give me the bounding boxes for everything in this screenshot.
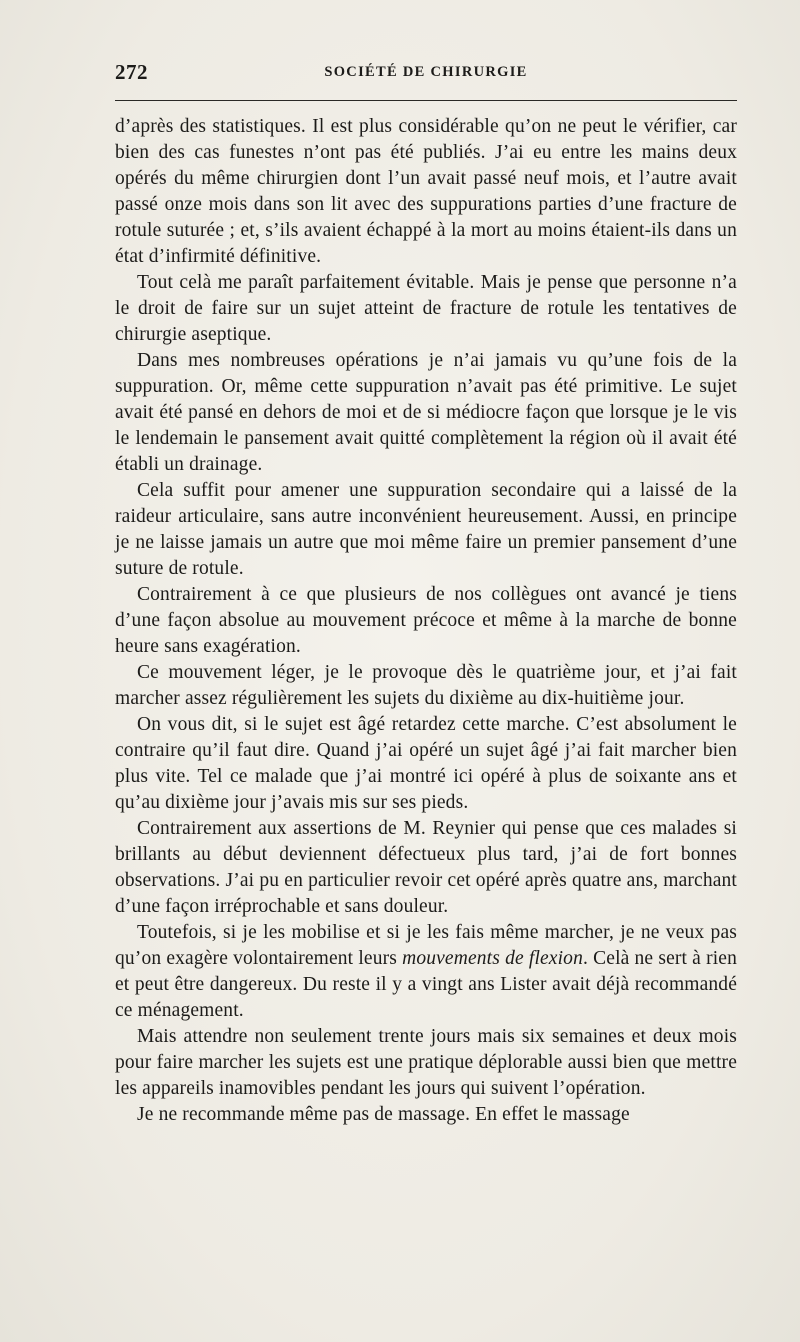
page-header	[115, 60, 737, 86]
paragraph: Contrairement aux assertions de M. Reynier qui pense que ces malades si brillants au début deviennent défectueux plus tard, j’ai de fort bonnes observations. J’ai pu en particulier revoir cet opéré après quatre ans, marchant d’une façon irréprochable et sans douleur.	[115, 818, 737, 917]
page-number: 272	[115, 60, 148, 84]
paragraph: Ce mouvement léger, je le provoque dès le quatrième jour, et j’ai fait marcher assez régulièrement les sujets du dixième au dix-huitième jour.	[115, 662, 737, 709]
header-rule	[115, 100, 737, 101]
italic-phrase: mouvements de flexion	[402, 948, 583, 969]
paragraph-with-italic	[115, 920, 737, 1024]
paragraph-text-after: . Celà ne sert à rien et peut être dangereux. Du reste il y a vingt ans Lister avait déjà recommandé ce ménagement.	[115, 948, 737, 1021]
paragraph: On vous dit, si le sujet est âgé retardez cette marche. C’est absolument le contraire qu’il faut dire. Quand j’ai opéré un sujet âgé j’ai fait marcher bien plus vite. Tel ce malade que j’ai montré ici opéré à plus de soixante ans et qu’au dixième jour j’avais mis sur ses pieds.	[115, 714, 737, 813]
body-text	[115, 114, 737, 1128]
paragraph-text-before: Toutefois, si je les mobilise et si je les fais même marcher, je ne veux pas qu’on exagère volontairement leurs	[115, 922, 737, 969]
paragraph: Mais attendre non seulement trente jours mais six semaines et deux mois pour faire marcher les sujets est une pratique déplorable aussi bien que mettre les appareils inamovibles pendant les jours qui suivent l’opération.	[115, 1026, 737, 1099]
paragraph: Dans mes nombreuses opérations je n’ai jamais vu qu’une fois de la suppuration. Or, même cette suppuration n’avait pas été primitive. Le sujet avait été pansé en dehors de moi et de si médiocre façon que lorsque je le vis le lendemain le pansement avait quitté complètement la région où il avait été établi un drainage.	[115, 350, 737, 475]
paragraph: Tout celà me paraît parfaitement évitable. Mais je pense que personne n’a le droit de faire sur un sujet atteint de fracture de rotule les tentatives de chirurgie aseptique.	[115, 272, 737, 345]
running-title: SOCIÉTÉ DE CHIRURGIE	[324, 64, 528, 80]
paragraph-last: Je ne recommande même pas de massage. En effet le massage	[137, 1104, 630, 1125]
paragraph: Cela suffit pour amener une suppuration secondaire qui a laissé de la raideur articulaire, sans autre inconvénient heureusement. Aussi, en principe je ne laisse jamais un autre que moi même faire un premier pansement d’une suture de rotule.	[115, 480, 737, 579]
paragraph: Contrairement à ce que plusieurs de nos collègues ont avancé je tiens d’une façon absolue au mouvement précoce et même à la marche de bonne heure sans exagération.	[115, 584, 737, 657]
paragraph-continued: d’après des statistiques. Il est plus considérable qu’on ne peut le vérifier, car bien des cas funestes n’ont pas été publiés. J’ai eu entre les mains deux opérés du même chirurgien dont l’un avait passé neuf mois, et l’autre avait passé onze mois dans son lit avec des suppurations parties d’une fracture de rotule suturée ; et, s’ils avaient échappé à la mort au moins étaient-ils dans un état d’infirmité définitive.	[115, 116, 737, 267]
